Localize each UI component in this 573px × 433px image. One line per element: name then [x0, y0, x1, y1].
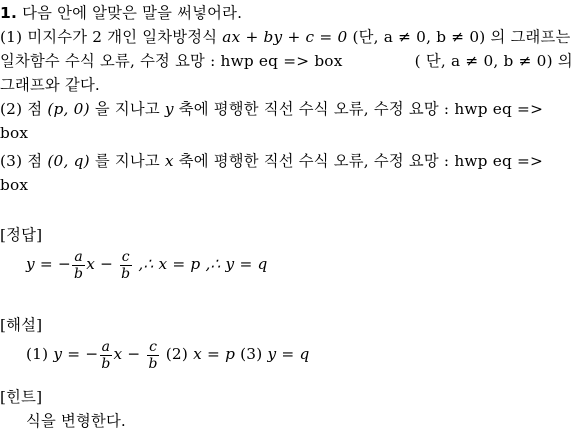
hint-text-content: 식을 변형한다.: [26, 412, 126, 430]
part2-point: (p, 0): [47, 100, 90, 118]
explanation-frac2-num: c: [149, 338, 158, 355]
part2-line1: [0, 100, 573, 118]
explanation-frac1-num: a: [101, 338, 111, 355]
explanation-lhs: y = −: [53, 345, 99, 363]
answer-frac2-num: c: [121, 248, 130, 265]
hint-label-text: [힌트]: [0, 388, 43, 406]
answer-lhs: y = −: [26, 255, 72, 273]
answer-label-text: [정답]: [0, 226, 43, 244]
answer-mid: x −: [86, 255, 114, 273]
answer-fraction-a-over-b: [72, 249, 85, 282]
part1-line2-text: 일차함수 수식 오류, 수정 요망 : hwp eq => box: [0, 52, 343, 70]
explanation-frac2-den: b: [148, 355, 158, 372]
part1-line3-text: 그래프와 같다.: [0, 76, 100, 94]
answer-tail: ,∴ x = p ,∴ y = q: [138, 255, 268, 273]
part1-line1: [0, 28, 573, 46]
part1-equation: ax + by + c = 0: [222, 28, 348, 46]
part1-line2-condition: ( 단, a ≠ 0, b ≠ 0): [414, 52, 553, 70]
part1-prefix: (1) 미지수가 2 개인 일차방정식: [0, 28, 218, 46]
answer-frac1-num: a: [74, 248, 83, 265]
explanation-fraction-a-over-b: [99, 339, 112, 372]
explanation-frac1-den: b: [101, 355, 111, 372]
part2-line2: [0, 124, 573, 142]
explanation-label-text: [해설]: [0, 316, 43, 334]
part1-line3: [0, 76, 573, 94]
part2-post: 축에 평행한 직선 수식 오류, 수정 요망 : hwp eq =>: [178, 100, 544, 118]
part3-box: box: [0, 176, 29, 194]
answer-equation: [26, 246, 573, 282]
explanation-item3: (3): [240, 345, 263, 363]
problem-instruction: 다음 안에 알맞은 말을 써넣어라.: [22, 4, 243, 22]
part1-graph-text: 의 그래프는: [490, 28, 571, 46]
explanation-eq2: x = p: [193, 345, 236, 363]
part1-line2: [0, 52, 573, 70]
part1-condition: (단, a ≠ 0, b ≠ 0): [352, 28, 486, 46]
answer-frac1-den: b: [74, 265, 84, 282]
part2-prefix: (2) 점: [0, 100, 43, 118]
explanation-fraction-c-over-b: [147, 339, 160, 372]
explanation-item1: (1): [26, 345, 49, 363]
explanation-item2: (2): [165, 345, 189, 363]
answer-label: [0, 226, 573, 244]
explanation-label: [0, 316, 573, 334]
part3-line2: [0, 176, 573, 194]
answer-frac2-den: b: [121, 265, 131, 282]
part3-mid: 를 지나고: [94, 152, 160, 170]
part3-prefix: (3) 점: [0, 152, 43, 170]
problem-number: 1.: [0, 4, 18, 22]
part3-post: 축에 평행한 직선 수식 오류, 수정 요망 : hwp eq =>: [178, 152, 544, 170]
part1-line2-tail: 의: [557, 52, 573, 70]
part3-line1: [0, 152, 573, 170]
explanation-equations: [26, 336, 573, 372]
part3-point: (0, q): [47, 152, 90, 170]
hint-label: [0, 388, 573, 406]
explanation-eq3: y = q: [267, 345, 310, 363]
part2-box: box: [0, 124, 29, 142]
part3-axis: x: [164, 152, 174, 170]
part2-axis: y: [164, 100, 174, 118]
problem-heading: [0, 4, 573, 22]
explanation-mid: x −: [113, 345, 141, 363]
hint-text: [26, 412, 573, 430]
answer-fraction-c-over-b: [119, 249, 132, 282]
part2-mid: 을 지나고: [94, 100, 160, 118]
